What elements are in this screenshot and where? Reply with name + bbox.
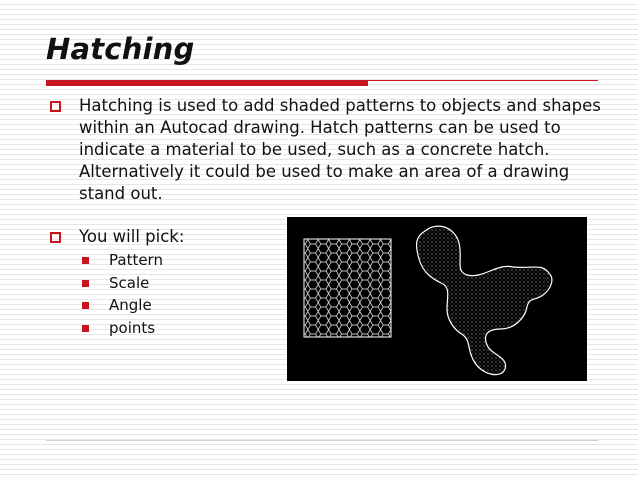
hollow-square-bullet-icon — [50, 232, 61, 243]
concrete-hatch-blob — [417, 226, 552, 375]
slide-title: Hatching — [46, 32, 195, 66]
sub-bullet-text: Angle — [109, 296, 152, 314]
sub-bullet-text: Scale — [109, 273, 150, 292]
sub-bullet-text: points — [109, 318, 156, 337]
hexagon-hatch-rectangle — [304, 239, 391, 337]
filled-square-bullet-icon — [82, 280, 89, 287]
bullet-item-you-will-pick — [46, 226, 306, 248]
hollow-square-bullet-icon — [50, 101, 61, 112]
bullet-item-hatching — [46, 95, 606, 205]
filled-square-bullet-icon — [82, 325, 89, 332]
title-underline-thick — [46, 80, 368, 86]
bullet-text: Hatching is used to add shaded patterns to objects and shapes within an Autocad drawing. Hatch patterns can be used to indicate a material to be used, such as a concrete hatch. Alternatively it could be used to make an area of a drawing stand out. — [79, 96, 601, 203]
autocad-hatch-example-image — [287, 217, 587, 381]
filled-square-bullet-icon — [82, 302, 89, 309]
footer-divider — [46, 440, 598, 441]
bullet-text: You will pick: — [79, 227, 185, 246]
filled-square-bullet-icon — [82, 257, 89, 264]
sub-bullet-text: Pattern — [109, 251, 163, 269]
title-underline-thin — [368, 80, 598, 81]
